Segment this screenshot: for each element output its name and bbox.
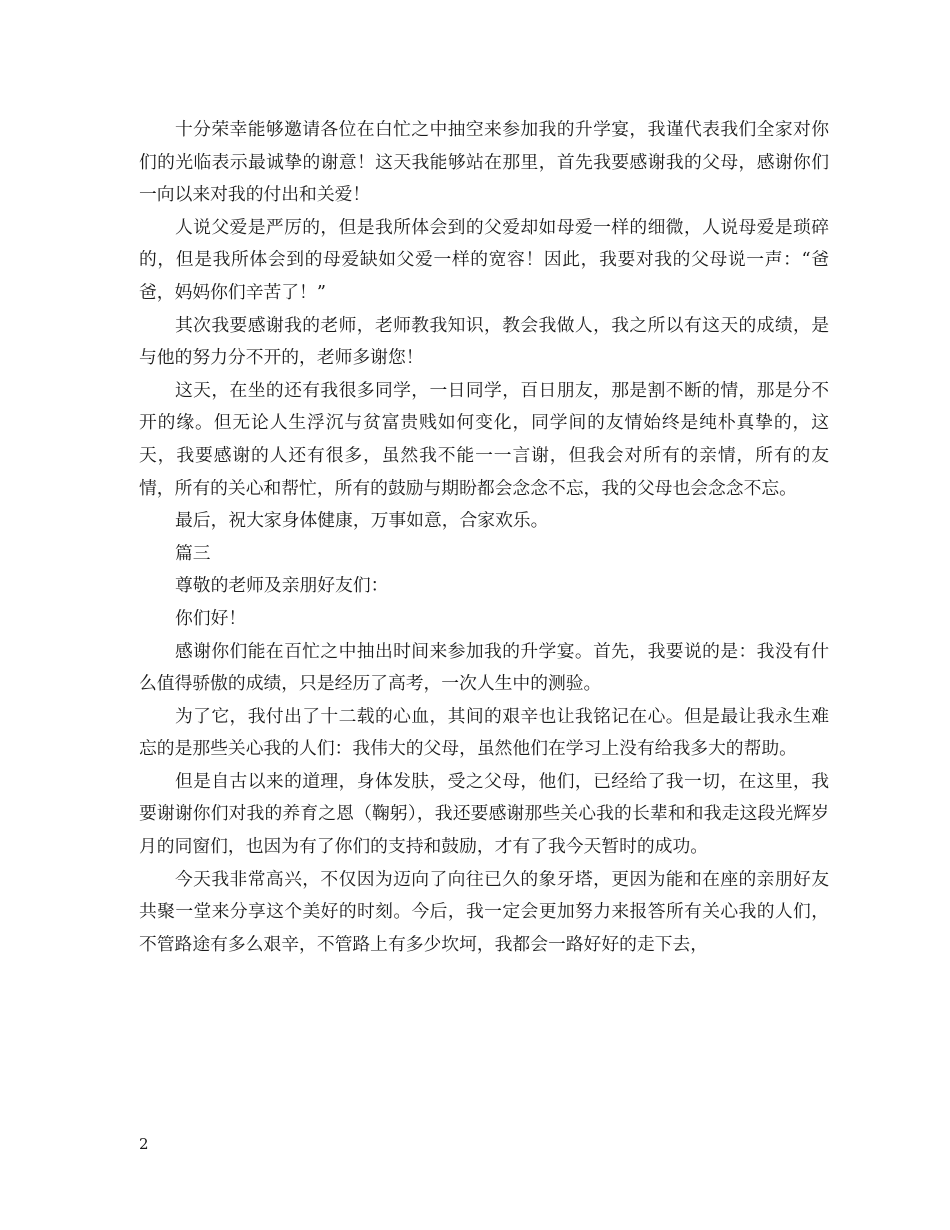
- paragraph-12: 今天我非常高兴，不仅因为迈向了向往已久的象牙塔，更因为能和在座的亲朋好友共聚一堂来分享这个美好的时刻。今后，我一定会更加努力来报答所有关心我的人们，不管路途有多么艰辛，不管路上有多少坎坷，我都会一路好好的走下去，: [139, 868, 829, 955]
- paragraph-4: 这天，在坐的还有我很多同学，一日同学，百日朋友，那是割不断的情，那是分不开的缘。但无论人生浮沉与贫富贵贱如何变化，同学间的友情始终是纯朴真挚的，这天，我要感谢的人还有很多，虽然我不能一一言谢，但我会对所有的亲情，所有的友情，所有的关心和帮忙，所有的鼓励与期盼都会念念不忘，我的父母也会念念不忘。: [139, 379, 829, 499]
- paragraph-3: 其次我要感谢我的老师，老师教我知识，教会我做人，我之所以有这天的成绩，是与他的努力分不开的，老师多谢您！: [139, 314, 829, 369]
- paragraph-1: 十分荣幸能够邀请各位在白忙之中抽空来参加我的升学宴，我谨代表我们全家对你们的光临表示最诚挚的谢意！这天我能够站在那里，首先我要感谢我的父母，感谢你们一向以来对我的付出和关爱！: [139, 119, 829, 206]
- paragraph-5: 最后，祝大家身体健康，万事如意，合家欢乐。: [175, 510, 549, 532]
- greeting: 你们好！: [175, 607, 247, 629]
- salutation: 尊敬的老师及亲朋好友们：: [175, 575, 389, 597]
- page-number: 2: [139, 1135, 149, 1153]
- paragraph-11: 但是自古以来的道理，身体发肤，受之父母，他们，已经给了我一切，在这里，我要谢谢你们对我的养育之恩（鞠躬），我还要感谢那些关心我的长辈和和我走这段光辉岁月的同窗们，也因为有了你们的支持和鼓励，才有了我今天暂时的成功。: [139, 770, 829, 858]
- paragraph-2: 人说父爱是严厉的，但是我所体会到的父爱却如母爱一样的细微，人说母爱是琐碎的，但是我所体会到的母爱缺如父爱一样的宽容！因此，我要对我的父母说一声：“爸爸，妈妈你们辛苦了！”: [139, 216, 829, 303]
- section-heading: 篇三: [175, 542, 211, 564]
- paragraph-9: 感谢你们能在百忙之中抽出时间来参加我的升学宴。首先，我要说的是：我没有什么值得骄傲的成绩，只是经历了高考，一次人生中的测验。: [139, 640, 829, 695]
- paragraph-10: 为了它，我付出了十二载的心血，其间的艰辛也让我铭记在心。但是最让我永生难忘的是那些关心我的人们：我伟大的父母，虽然他们在学习上没有给我多大的帮助。: [139, 705, 829, 760]
- document-body: [139, 114, 829, 961]
